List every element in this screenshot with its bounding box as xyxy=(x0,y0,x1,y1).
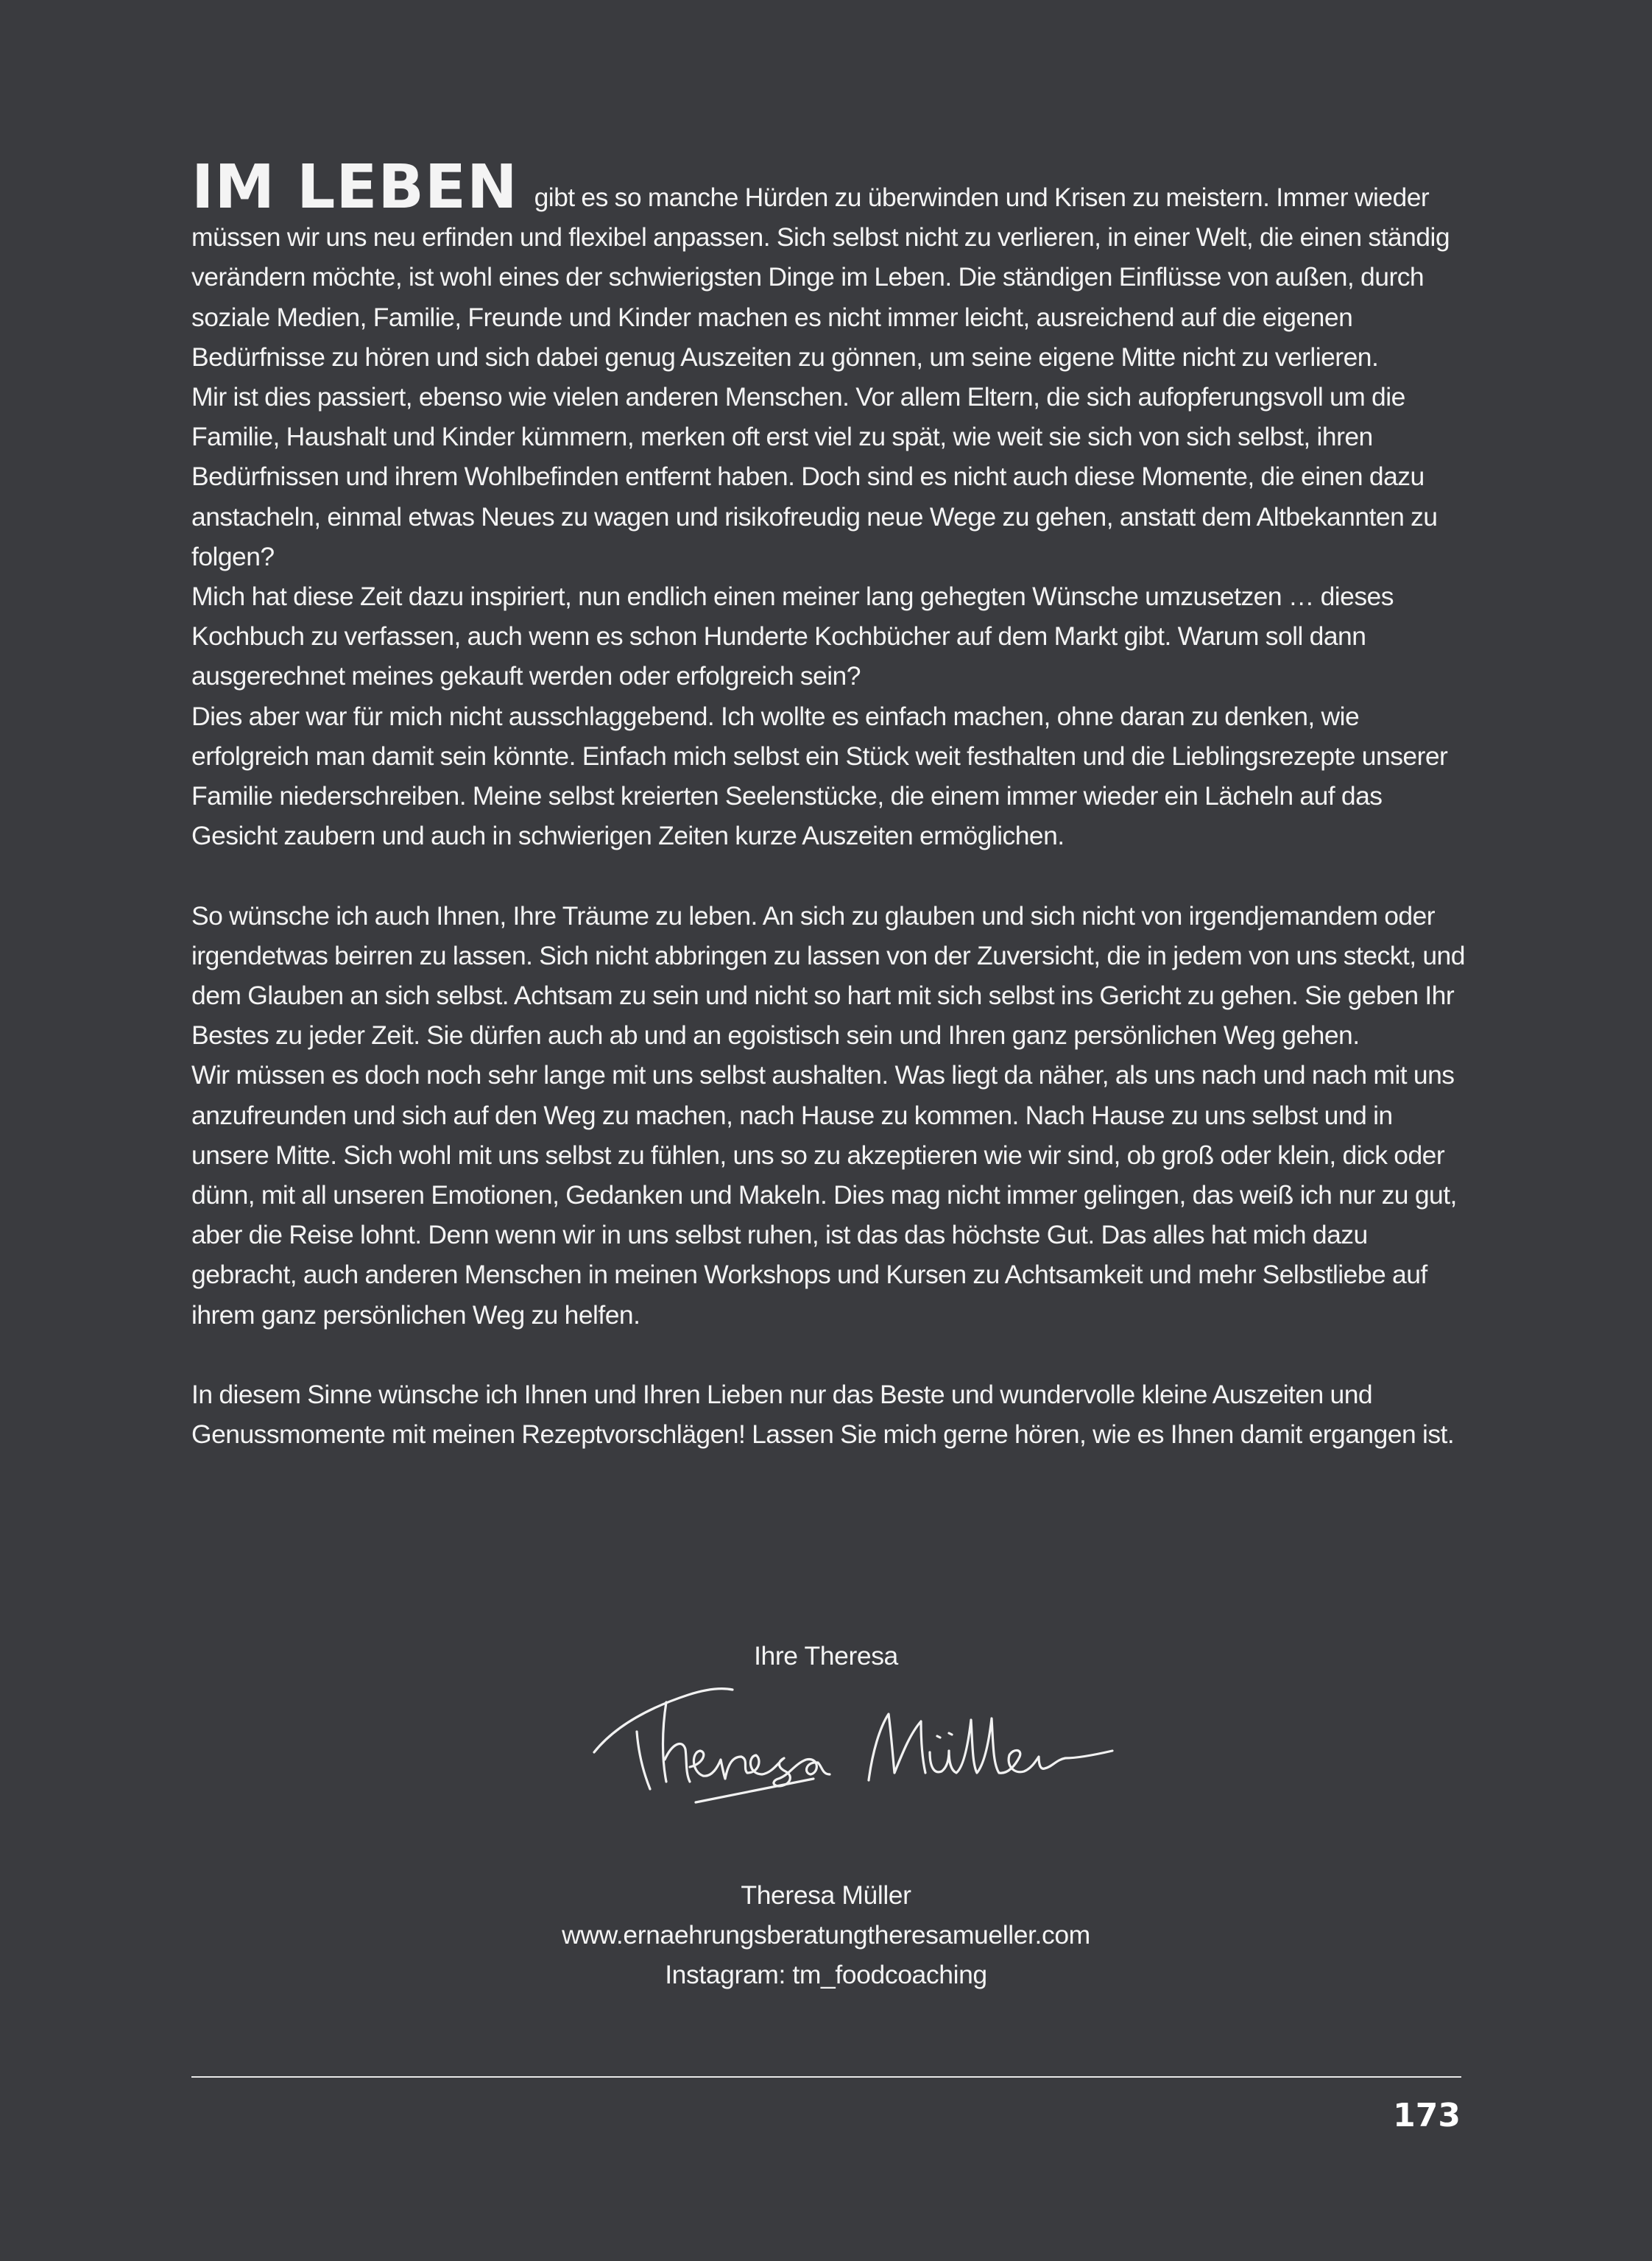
paragraph-spacer xyxy=(191,856,1465,895)
paragraph: In diesem Sinne wünsche ich Ihnen und Ihren Lieben nur das Beste und wundervolle kleine Auszeiten und Genussmomente mit meinen Rezeptvorschlägen! Lassen Sie mich gerne hören, wie es Ihnen damit ergangen ist. xyxy=(191,1380,1455,1450)
signature-stroke xyxy=(637,1732,650,1789)
paragraph-intro-text: gibt es so manche Hürden zu überwinden und Krisen zu meistern. Immer wieder müssen wir uns neu erfinden und flexibel anpassen. Sich selbst nicht zu verlieren, in einer Welt, die einen ständig verändern möchte, ist wohl eines der schwierigsten Dinge im Leben. Die ständigen Einflüsse von außen, durch soziale Medien, Familie, Freunde und Kinder machen es nicht immer leicht, ausreichend auf die eigenen Bedürfnisse zu hören und sich dabei genug Auszeiten zu gönnen, um seine eigene Mitte nicht zu verlieren. xyxy=(191,183,1450,372)
paragraph: Mir ist dies passiert, ebenso wie vielen anderen Menschen. Vor allem Eltern, die sich aufopferungsvoll um die Familie, Haushalt und Kinder kümmern, merken oft erst viel zu spät, wie weit sie sich von sich selbst, ihren Bedürfnissen und ihrem Wohlbefinden entfernt haben. Doch sind es nicht auch diese Momente, die einen dazu anstacheln, einmal etwas Neues zu wagen und risikofreudig neue Wege zu gehen, anstatt dem Altbekannten zu folgen? xyxy=(191,382,1438,571)
footer-divider xyxy=(191,2076,1461,2078)
closing-greeting: Ihre Theresa xyxy=(754,1641,898,1671)
paragraph: Wir müssen es doch noch sehr lange mit uns selbst aushalten. Was liegt da näher, als uns nach und nach mit uns anzufreunden und sich auf den Weg zu machen, nach Hause zu kommen. Nach Hause zu uns selbst und in unsere Mitte. Sich wohl mit uns selbst zu fühlen, uns so zu akzeptieren wie wir sind, ob groß oder klein, dick oder dünn, mit all unseren Emotionen, Gedanken und Makeln. Dies mag nicht immer gelingen, das weiß ich nur zu gut, aber die Reise lohnt. Denn wenn wir in uns selbst ruhen, ist das das höchste Gut. Das alles hat mich dazu gebracht, auch anderen Menschen in meinen Workshops und Kursen zu Achtsamkeit und mehr Selbstliebe auf ihrem ganz persönlichen Weg zu helfen. xyxy=(191,1060,1457,1330)
website-link[interactable]: www.ernaehrungsberatungtheresamueller.com xyxy=(562,1920,1090,1950)
paragraph-intro xyxy=(191,152,1465,377)
paragraph: Dies aber war für mich nicht ausschlaggebend. Ich wollte es einfach machen, ohne daran zu denken, wie erfolgreich man damit sein könnte. Einfach mich selbst ein Stück weit festhalten und die Lieblingsrezepte unserer Familie niederschreiben. Meine selbst kreierten Seelenstücke, die einem immer wieder ein Lächeln auf das Gesicht zaubern und auch in schwierigen Zeiten kurze Auszeiten ermöglichen. xyxy=(191,701,1448,851)
author-name: Theresa Müller xyxy=(741,1880,911,1910)
handwritten-signature xyxy=(585,1657,1115,1811)
article-body xyxy=(191,152,1465,1454)
instagram-handle[interactable]: Instagram: tm_foodcoaching xyxy=(665,1960,987,1990)
signature-stroke xyxy=(663,1702,691,1782)
contact-block xyxy=(0,1875,1652,1995)
signature-stroke xyxy=(937,1733,952,1738)
signature-stroke xyxy=(930,1718,1112,1773)
paragraph-spacer xyxy=(191,1335,1465,1375)
paragraph: Mich hat diese Zeit dazu inspiriert, nun endlich einen meiner lang gehegten Wünsche umzusetzen … dieses Kochbuch zu verfassen, auch wenn es schon Hunderte Kochbücher auf dem Markt gibt. Warum soll dann ausgerechnet meines gekauft werden oder erfolgreich sein? xyxy=(191,582,1394,691)
lead-caps-heading: IM LEBEN xyxy=(191,152,518,222)
page-number: 173 xyxy=(1393,2097,1461,2134)
paragraph: So wünsche ich auch Ihnen, Ihre Träume zu leben. An sich zu glauben und sich nicht von irgendjemandem oder irgendetwas beirren zu lassen. Sich nicht abbringen zu lassen von der Zuversicht, die in jedem von uns steckt, und dem Glauben an sich selbst. Achtsam zu sein und nicht so hart mit sich selbst ins Gericht zu gehen. Sie geben Ihr Bestes zu jeder Zeit. Sie dürfen auch ab und an egoistisch sein und Ihren ganz persönlichen Weg gehen. xyxy=(191,900,1465,1051)
signature-stroke xyxy=(869,1714,925,1780)
signature-stroke xyxy=(696,1779,813,1802)
